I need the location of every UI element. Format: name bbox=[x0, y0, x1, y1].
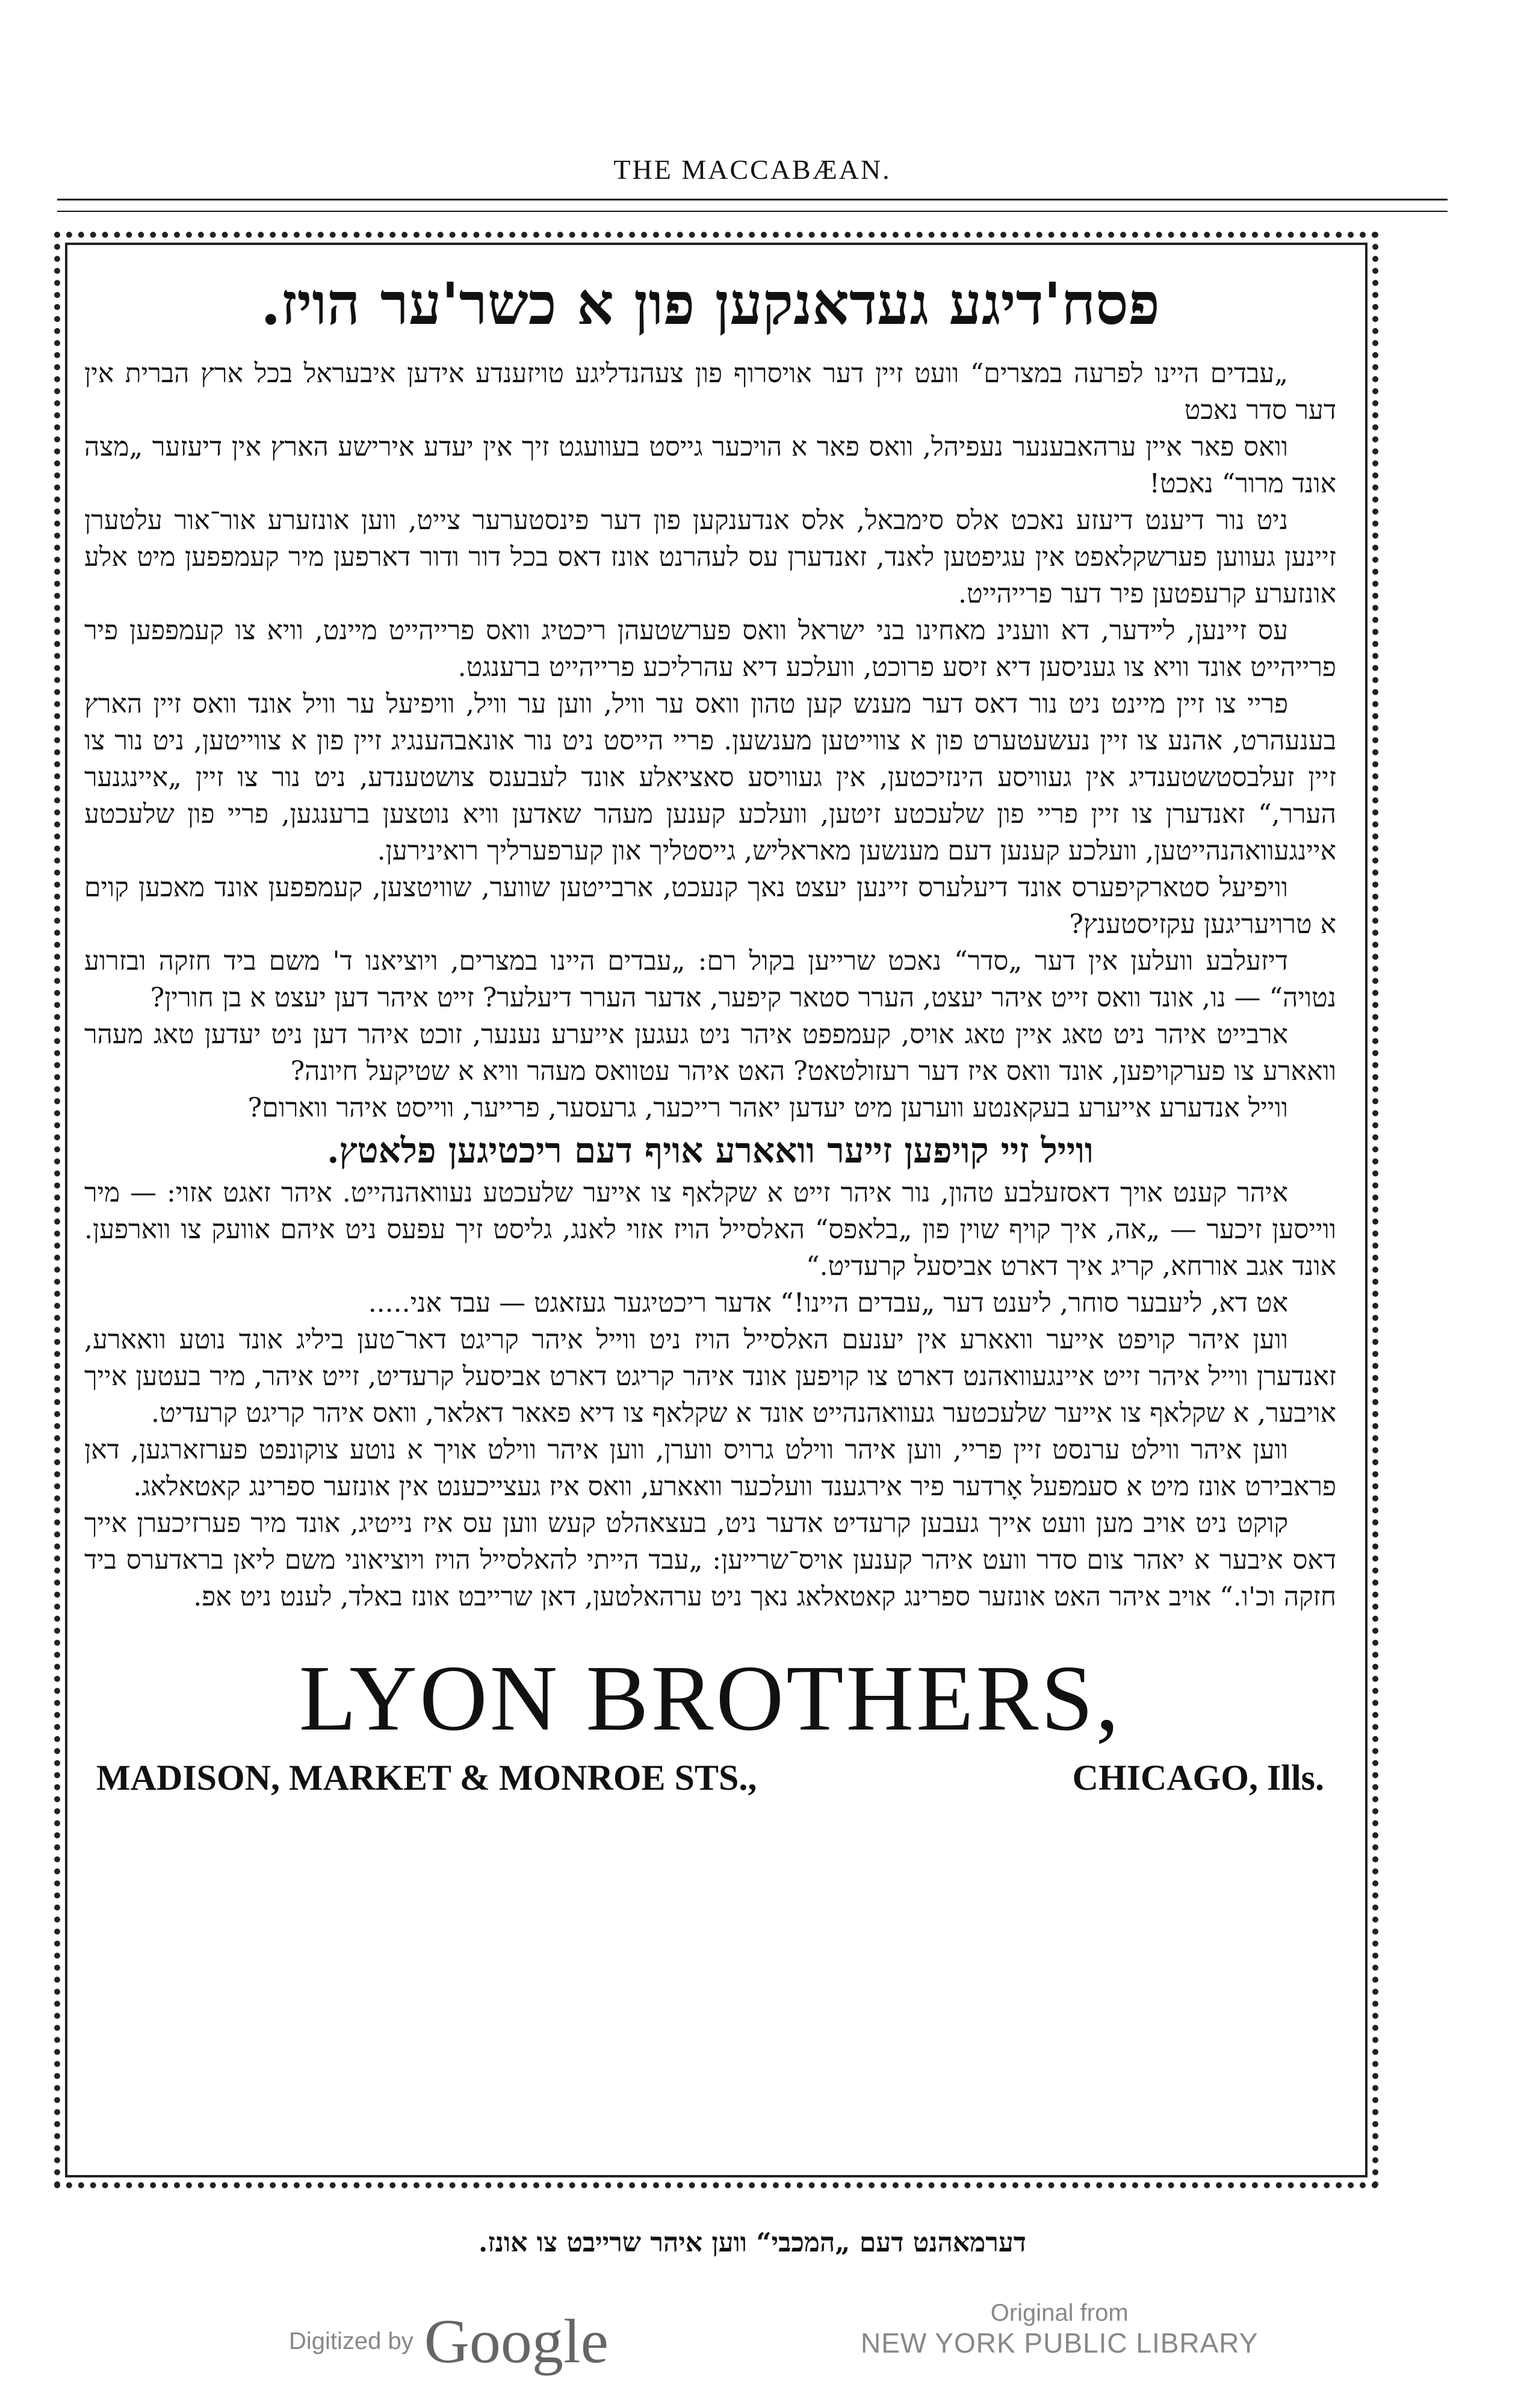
ad-paragraph: „עבדים היינו לפרעה במצרים“ וועט זיין דער אויסרוף פון צעהנדליגע טויזענדע אידען איבעראל בכל ארץ הברית אין דער סדר נאכט bbox=[84, 358, 1336, 426]
firm-name: LYON BROTHERS, bbox=[299, 1646, 1122, 1751]
ad-paragraph: אט דא, ליעבער סוחר, ליענט דער „עבדים היינו!“ אדער ריכטיגער געזאגט — עבד אני..... bbox=[368, 1288, 1288, 1319]
street-address: MADISON, MARKET & MONROE STS., bbox=[96, 1758, 757, 1798]
ad-paragraph: פריי צו זיין מיינט ניט נור דאס דער מענש קען טהון וואס ער וויל, ווען ער וויל, וויפיעל ער וויל אונד וואס זיין הארץ בענעהרט, אהנע צו זיין נעשעטערט פון א צווייטען מענשען. פריי הייסט ניט נור אונאבהענגיג זיין פון א צווייטען, ניט נור צו זיין זעלבסטשטענדיג אין געוויסע הינזיכטען, אין געוויסע סאציאלע אונד לעבענס צושטענדע, ניט נור צו זיין „איינגנער הערר,“ זאנדערן צו זיין פריי פון שלעכטע זיטען, וועלכע קענען מעהר שאדען וויא נוטצען ברענגען, פריי פון שלעכטע איינגעוואהנהייטען, וועלכע קענען דעם מענשען מאראליש, גייסטליך און קערפערליך רואינירען. bbox=[84, 689, 1336, 867]
advertisement bbox=[84, 265, 1336, 1799]
ad-subhead: ווייל זיי קויפען זייער וואארע אויף דעם ריכטיגען פלאטץ. bbox=[327, 1130, 1094, 1171]
header-rule-top bbox=[57, 199, 1448, 200]
ad-paragraph: וואס פאר איין ערהאבענער נעפיהל, וואס פאר א הויכער גייסט בעוועגט זיך אין יעדע אירישע הארץ אין דיעזער „מצה אונד מרור“ נאכט! bbox=[84, 432, 1336, 500]
google-logo: Google bbox=[424, 2307, 609, 2376]
ad-paragraph: קוקט ניט אויב מען וועט אייך געבען קרעדיט אדער ניט, בעצאהלט קעש ווען עס איז נייטיג, אונד מיר פערזיכערן אייך דאס איבער א יאהר צום סדר וועט איהר קענען אויס־שרייען: „עבד הייתי להאלסייל הויז ויוציאוני משם ליאן בראדערס ביד חזקה וכ'ו.“ אויב איהר האט אונזער ספרינג קאטאלאג נאך ניט ערהאלטען, דאן שרייבט אונז באלד, לענט ניט אפ. bbox=[84, 1508, 1336, 1613]
digitized-by-mark bbox=[289, 2306, 609, 2377]
original-from-label: Original from bbox=[990, 2300, 1129, 2326]
ad-paragraph: ניט נור דיענט דיעזע נאכט אלס סימבאל, אלס אנדענקען פון דער פינסטערער צייט, ווען אונזערע אור־אור עלטערן זיינען געווען פערשקלאפט אין עגיפטען לאנד, זאנדערן עס לעהרנט אונז דאס בכל דור ודור דארפען מיר קעמפפען מיט אלע אונזערע קרעפטען פיר דער פרייהייט. bbox=[84, 505, 1336, 610]
ad-paragraph: עס זיינען, לײדער, דא ווענינ מאחינו בני ישראל וואס פערשטעהן ריכטיג וואס פרייהייט מיינט, וויא צו קעמפפען פיר פרייהייט אונד וויא צו געניסען דיא זיסע פרוכט, וועלכע דיא עהרליכע פרייהייט ברענגט. bbox=[84, 615, 1336, 683]
digitized-by-label: Digitized by bbox=[289, 2328, 414, 2354]
original-from-mark bbox=[861, 2300, 1258, 2359]
header-rule-bottom bbox=[57, 211, 1448, 212]
ad-title: פסח'דיגע געדאנקען פון א כשר'ער הויז. bbox=[261, 270, 1160, 338]
ad-paragraph: ווייל אנדערע אייערע בעקאנטע ווערען מיט יעדען יאהר רייכער, גרעסער, פרייער, ווייסט איהר ווארום? bbox=[247, 1093, 1288, 1124]
address-row bbox=[84, 1757, 1336, 1799]
ad-paragraph: וויפיעל סטארקיפערס אונד דיעלערס זיינען יעצט נאך קנעכט, ארבייטען שווער, שוויטצען, קעמפפען אונד מאכען קוים א טרויעריגען עקזיסטענץ? bbox=[84, 872, 1336, 940]
running-head: THE MACCABÆAN. bbox=[613, 154, 891, 185]
ad-paragraph: איהר קענט אויך דאסזעלבע טהון, נור איהר זייט א שקלאף צו אייער שלעכטע נעוואהנהייט. איהר זאגט אזוי: — מיר ווייסען זיכער — „אה, איך קויף שוין פון „בלאפס“ האלסייל הויז אזוי לאנג, גליסט זיך עפעס ניט איהם אוועק צו ווארפען. אונד אגב אורחא, קריג איך דארט אביסעל קרעדיט.“ bbox=[84, 1178, 1336, 1282]
footer-note: דערמאהנט דעם „המכבי“ ווען איהר שרייבט צו אונז. bbox=[479, 2227, 1026, 2258]
ad-paragraph: ארבייט איהר ניט טאג איין טאג אויס, קעמפפט איהר ניט געגען אייערע נענער, זוכט איהר דען ניט יעדען טאג מעהר וואארע צו פערקויפען, אונד וואס איז דער רעזולטאט? האט איהר עטוואס מעהר וויא א שטיקעל חיונה? bbox=[84, 1019, 1336, 1087]
ad-paragraph: דיזעלבע וועלען אין דער „סדר“ נאכט שרייען בקול רם: „עבדים היינו במצרים, ויוציאנו ד' משם ביד חזקה ובזרוע נטויה“ — נו, אונד וואס זייט איהר יעצט, הערר סטאר קיפער, אדער הערר דיעלער? זייט איהר דען יעצט א בן חורין? bbox=[84, 946, 1336, 1014]
ad-paragraph: ווען איהר ווילט ערנסט זיין פריי, ווען איהר ווילט גרויס ווערן, ווען איהר ווילט אויך א נוטע צוקונפט פערזארגען, דאן פראבירט אונז מיט א סעמפעל אָרדער פיר אירגענד וועלכער וואארע, וואס איז געצייכענט אין אונזער ספרינג קאטאלאג. bbox=[84, 1435, 1336, 1503]
library-name: NEW YORK PUBLIC LIBRARY bbox=[861, 2327, 1259, 2359]
city: CHICAGO, Ills. bbox=[1072, 1758, 1324, 1798]
ad-paragraph: ווען איהר קויפט אייער וואארע אין יענעם האלסייל הויז ניט ווייל איהר קריגט דאר־טען ביליג אונד נוטע וואארע, זאנדערן ווייל איהר זייט איינגעוואהנט דארט צו קויפען אונד איהר קריגט דארט אביסעל קרעדיט, זייט איהר, מיר בעטען אייך אויבער, א שקלאף צו אייער שלעכטער געוואהנהייט אונד א שקלאף צו דיא פאאר דאלאר, וואס איהר קריגט קרעדיט. bbox=[84, 1324, 1336, 1429]
